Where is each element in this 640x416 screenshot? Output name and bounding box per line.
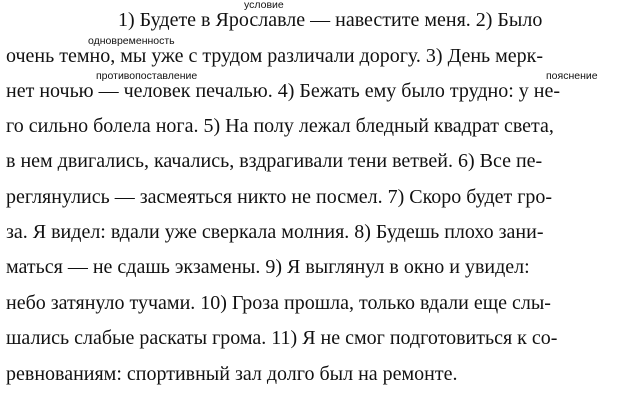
- text-line-5-content: в нем двигались, качались, вздрагивали тени ветвей. 6) Все пе-: [6, 150, 543, 172]
- text-line-4-content: го сильно болела нога. 5) На полу лежал бледный квадрат света,: [6, 115, 554, 137]
- text-line-9: [0, 283, 640, 317]
- text-line-1: [0, 0, 640, 34]
- text-line-1-content: 1) Будете в Ярославле — навестите меня. 2) Было: [118, 9, 543, 31]
- text-line-7: [0, 212, 640, 246]
- text-line-9-content: небо затянуло тучами. 10) Гроза прошла, только вдали еще слы-: [6, 292, 551, 314]
- text-line-11: [0, 354, 640, 388]
- annotation-condition: условие: [244, 0, 284, 11]
- text-line-8-content: маться — не сдашь экзамены. 9) Я выглянул в окно и увидел:: [6, 256, 530, 278]
- text-line-2-content: очень темно, мы уже с трудом различали дорогу. 3) День мерк-: [6, 45, 544, 67]
- text-line-10-content: шались слабые раскаты грома. 11) Я не смог подготовиться к со-: [6, 327, 558, 349]
- text-line-4: [0, 106, 640, 140]
- text-line-3-content: нет ночью — человек печалью. 4) Бежать ему было трудно: у не-: [6, 80, 561, 102]
- text-line-2: [0, 36, 640, 70]
- annotation-simultaneity: одновременность: [88, 35, 175, 47]
- text-line-5: [0, 141, 640, 175]
- text-line-10: [0, 318, 640, 352]
- text-line-3: [0, 71, 640, 105]
- annotation-contrast: противопоставление: [96, 70, 198, 82]
- text-line-8: [0, 247, 640, 281]
- text-line-11-content: ревнованиям: спортивный зал долго был на ремонте.: [6, 363, 458, 385]
- annotation-explanation: пояснение: [546, 70, 598, 82]
- text-line-7-content: за. Я видел: вдали уже сверкала молния. 8) Будешь плохо зани-: [6, 221, 544, 243]
- text-line-6: [0, 177, 640, 211]
- text-line-6-content: реглянулись — засмеяться никто не посмел. 7) Скоро будет гро-: [6, 186, 553, 208]
